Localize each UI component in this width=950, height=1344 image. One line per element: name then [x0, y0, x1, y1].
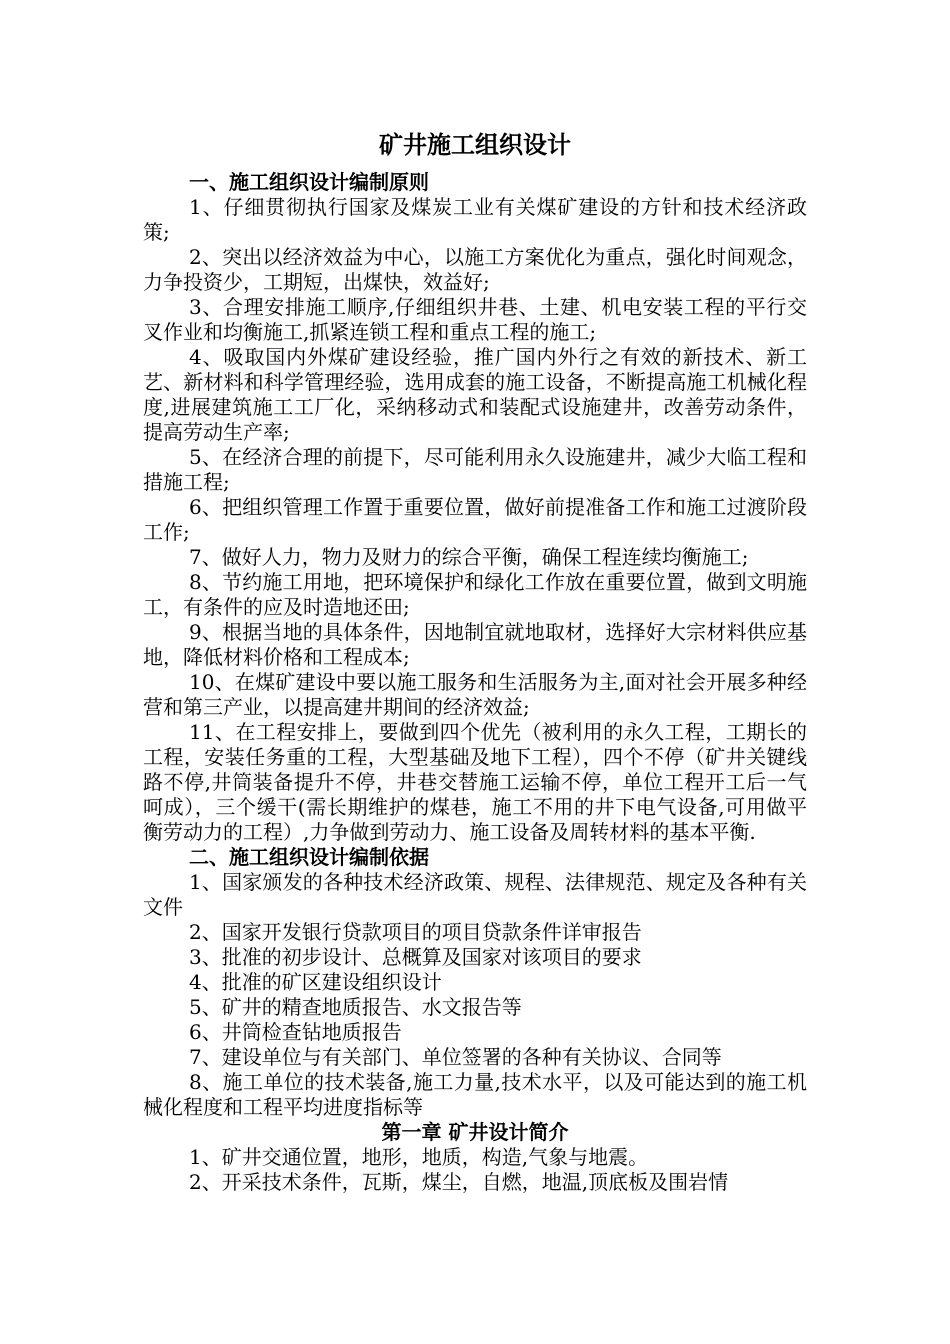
paragraph: 4、吸取国内外煤矿建设经验，推广国内外行之有效的新技术、新工艺、新材料和科学管理经验，选用成套的施工设备，不断提高施工机械化程度,进展建筑施工工厂化，采纳移动式和装配式设施建井，改善劳动条件，提高劳动生产率;: [143, 345, 807, 444]
paragraph: 5、在经济合理的前提下，尽可能利用永久设施建井，减少大临工程和措施工程;: [143, 445, 807, 494]
paragraph: 10、在煤矿建设中要以施工服务和生活服务为主,面对社会开展多种经营和第三产业，以提高建井期间的经济效益;: [143, 670, 807, 719]
paragraph: 4、批准的矿区建设组织设计: [189, 970, 442, 994]
paragraph: 1、矿井交通位置，地形，地质，构造,气象与地震。: [189, 1145, 649, 1169]
paragraph: 11、在工程安排上，要做到四个优先（被利用的永久工程，工期长的工程，安装任务重的工程，大型基础及地下工程），四个不停（矿井关键线路不停,井筒装备提升不停，井巷交替施工运输不停，单位工程开工后一气呵成），三个缓干(需长期维护的煤巷，施工不用的井下电气设备,可用做平衡劳动力的工程）,力争做到劳动力、施工设备及周转材料的基本平衡.: [143, 720, 807, 844]
paragraph: 6、把组织管理工作置于重要位置，做好前提准备工作和施工过渡阶段工作;: [143, 495, 807, 544]
paragraph: 1、仔细贯彻执行国家及煤炭工业有关煤矿建设的方针和技术经济政策;: [143, 195, 807, 244]
section-heading-principles: 一、施工组织设计编制原则: [189, 170, 429, 194]
paragraph: 9、根据当地的具体条件，因地制宜就地取材，选择好大宗材料供应基地，降低材料价格和工程成本;: [143, 620, 807, 669]
paragraph: 2、国家开发银行贷款项目的项目贷款条件详审报告: [189, 920, 642, 944]
chapter-heading: 第一章 矿井设计简介: [381, 1120, 569, 1144]
paragraph: 6、井筒检查钻地质报告: [189, 1020, 402, 1044]
paragraph: 1、国家颁发的各种技术经济政策、规程、法律规范、规定及各种有关文件: [143, 870, 807, 919]
basis-list: [143, 870, 807, 1120]
paragraph: 3、批准的初步设计、总概算及国家对该项目的要求: [189, 945, 642, 969]
paragraph: 2、开采技术条件，瓦斯，煤尘，自燃，地温,顶底板及围岩情: [189, 1170, 729, 1194]
paragraph: 5、矿井的精查地质报告、水文报告等: [189, 995, 522, 1019]
paragraph: 7、做好人力，物力及财力的综合平衡，确保工程连续均衡施工;: [189, 545, 749, 569]
principles-list: [143, 195, 807, 845]
paragraph: 8、节约施工用地，把环境保护和绿化工作放在重要位置，做到文明施工，有条件的应及时造地还田;: [143, 570, 807, 619]
section-heading-basis: 二、施工组织设计编制依据: [189, 845, 429, 869]
document-page: [143, 128, 807, 1195]
paragraph: 8、施工单位的技术装备,施工力量,技术水平，以及可能达到的施工机械化程度和工程平均进度指标等: [143, 1070, 807, 1119]
paragraph: 2、突出以经济效益为中心，以施工方案优化为重点，强化时间观念，力争投资少，工期短，出煤快，效益好;: [143, 245, 807, 294]
paragraph: 3、合理安排施工顺序,仔细组织井巷、土建、机电安装工程的平行交叉作业和均衡施工,抓紧连锁工程和重点工程的施工;: [143, 295, 807, 344]
paragraph: 7、建设单位与有关部门、单位签署的各种有关协议、合同等: [189, 1045, 722, 1069]
document-title: 矿井施工组织设计: [379, 130, 571, 159]
chapter-list: [143, 1145, 807, 1195]
